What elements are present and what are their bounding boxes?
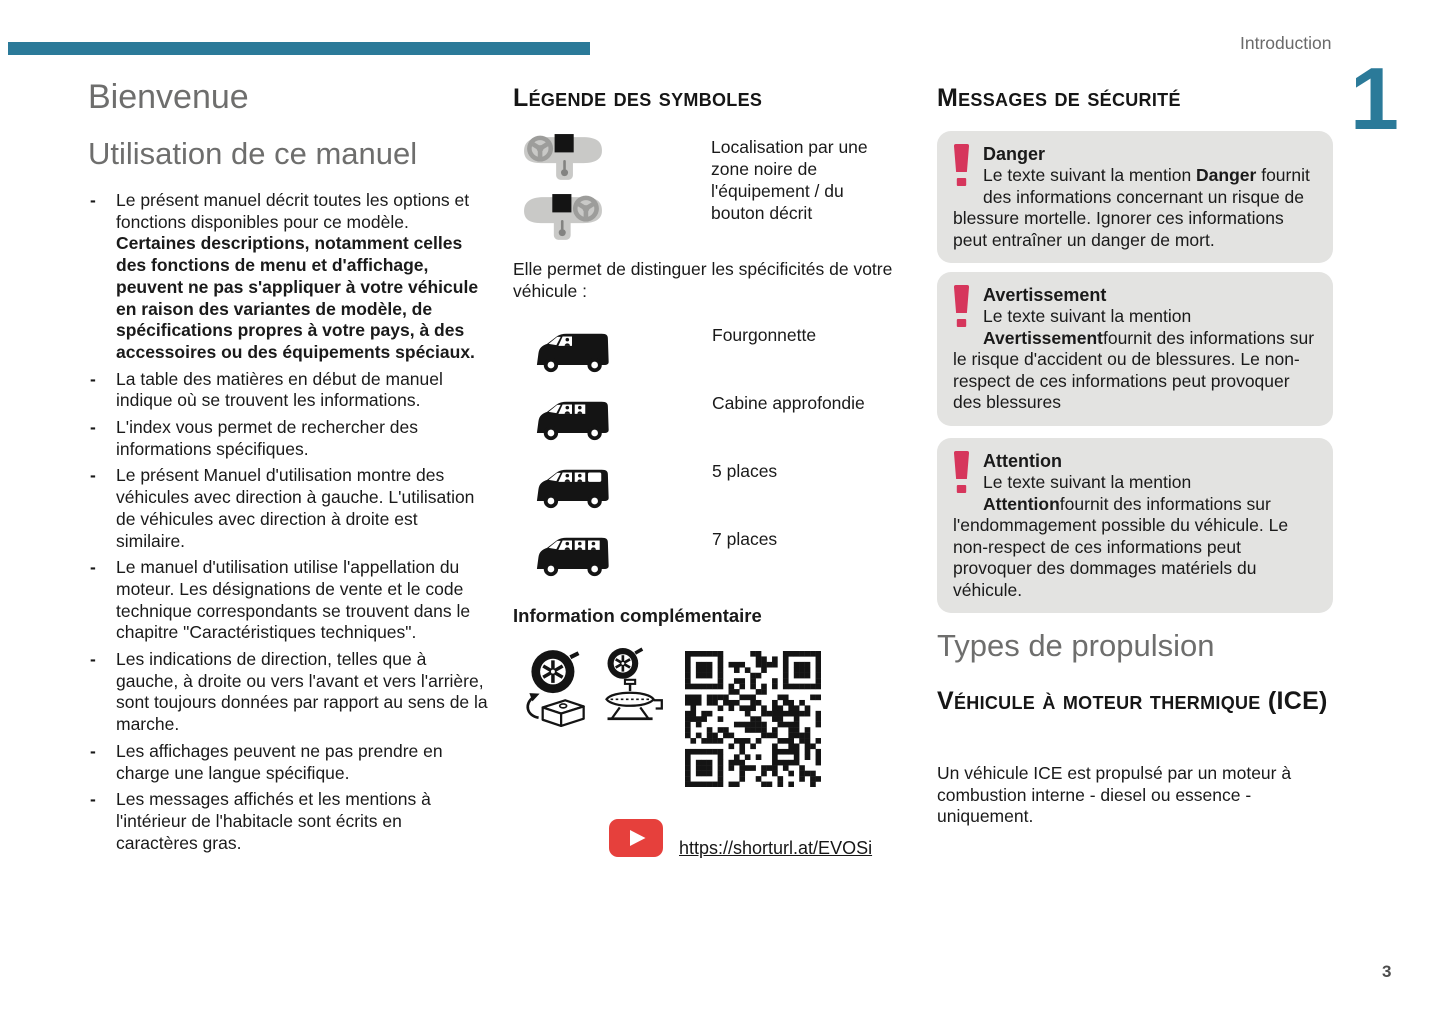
- alert-keyword: Danger: [1196, 165, 1257, 185]
- alert-text-suffix: fournit des informations sur le risque d'accident ou de blessures. Le non-respect de ces informations peut provoquer des blessures: [953, 327, 1315, 412]
- alert-keyword: Avertissement: [983, 327, 1103, 348]
- alert-text-suffix: fournit des informations sur l'endommagement possible du véhicule. Le non-respect de ces informations peut provoquer des dommages matériels du véhicule.: [953, 493, 1289, 600]
- list-item: [88, 190, 488, 364]
- alert-text-prefix: Le texte suivant la mention: [983, 306, 1192, 326]
- list-item-bold-text: Certaines descriptions, notamment celles des fonctions de menu et d'affichage, peuvent ne pas s'appliquer à votre véhicule en raison des variantes de modèle, de spécifications propres à votre pays, à des accessoires ou des équipements spéciaux.: [116, 233, 479, 362]
- alert-title: Danger: [983, 144, 1046, 164]
- list-item-text: Les affichages peuvent ne pas prendre en charge une langue spécifique.: [116, 740, 443, 783]
- vehicle-label: 7 places: [712, 529, 778, 549]
- list-item-text: La table des matières en début de manuel indique où se trouvent les informations.: [116, 368, 443, 411]
- list-item-text: L'index vous permet de rechercher des informations spécifiques.: [116, 417, 418, 459]
- vehicle-label: Cabine approfondie: [712, 393, 865, 413]
- list-item-text: Le présent Manuel d'utilisation montre des véhicules avec direction à gauche. L'utilisation de véhicules avec direction à droite est similaire.: [116, 465, 475, 551]
- vehicle-label: Fourgonnette: [712, 325, 817, 345]
- alert-text: [953, 306, 1317, 414]
- video-link[interactable]: https://shorturl.at/EVOSi: [679, 838, 873, 858]
- accent-bar: [8, 42, 590, 55]
- alert-text-prefix: Le texte suivant la mention: [983, 472, 1192, 492]
- list-item-text: Les messages affichés et les mentions à l'intérieur de l'habitacle sont écrits en caractères gras.: [116, 789, 431, 853]
- page-title: Bienvenue: [88, 78, 249, 116]
- page-subtitle: Utilisation de ce manuel: [88, 136, 418, 171]
- additional-info-heading: Information complémentaire: [513, 605, 762, 626]
- page-number: 3: [1382, 962, 1392, 981]
- alert-title: Avertissement: [983, 285, 1107, 305]
- qr-code: [685, 651, 821, 787]
- section-label: Introduction: [1240, 33, 1332, 53]
- list-item: [88, 465, 488, 552]
- van-cabine-approfondie-icon: [533, 396, 611, 445]
- ice-vehicle-heading: Véhicule à moteur thermique (ICE): [937, 687, 1328, 715]
- alert-keyword: Attention: [983, 493, 1060, 514]
- list-item-text: Les indications de direction, telles que à gauche, à droite ou vers l'avant et vers l'arrière, sont toujours données par rapport au sens de la marche.: [116, 649, 488, 735]
- list-item-text: Le manuel d'utilisation utilise l'appellation du moteur. Les désignations de vente et le code technique correspondants se trouvent dans le chapitre "Caractéristiques techniques".: [116, 557, 471, 643]
- alert-text-prefix: Le texte suivant la mention: [983, 165, 1197, 185]
- tire-repair-kit-icon: [520, 646, 592, 730]
- van-fourgonnette-icon: [533, 328, 611, 377]
- list-item: [88, 741, 488, 784]
- alert-title: Attention: [983, 451, 1062, 471]
- youtube-play-button[interactable]: [609, 819, 663, 857]
- ice-vehicle-text: Un véhicule ICE est propulsé par un moteur à combustion interne - diesel ou essence - uniquement.: [937, 763, 1292, 826]
- jack-icon: [592, 646, 664, 730]
- list-item: [88, 369, 488, 412]
- vehicle-label: 5 places: [712, 461, 778, 481]
- alert-text: [953, 165, 1317, 251]
- danger-alert-box: [937, 131, 1333, 263]
- list-item-text: Le présent manuel décrit toutes les options et fonctions disponibles pour ce modèle.: [116, 190, 470, 232]
- alert-text-suffix: fournit des informations concernant un risque de blessure mortelle. Ignorer ces informations peut entraîner un danger de mort.: [953, 165, 1310, 250]
- dashboard-right-drive-icon: [516, 191, 610, 246]
- list-item: [88, 649, 488, 736]
- dashboard-left-drive-icon: [516, 131, 610, 186]
- exclamation-icon: [953, 285, 970, 328]
- van-7-places-icon: [533, 532, 611, 581]
- van-5-places-icon: [533, 464, 611, 513]
- manual-usage-list: [88, 190, 488, 859]
- legend-heading: Légende des symboles: [513, 84, 763, 112]
- list-item: [88, 557, 488, 644]
- exclamation-icon: [953, 451, 970, 494]
- propulsion-heading: Types de propulsion: [937, 628, 1215, 663]
- caution-alert-box: [937, 438, 1333, 613]
- exclamation-icon: [953, 144, 970, 187]
- safety-heading: Messages de sécurité: [937, 84, 1181, 112]
- list-item: [88, 789, 488, 854]
- chapter-number: 1: [1350, 49, 1399, 148]
- list-item: [88, 417, 488, 460]
- alert-text: [953, 472, 1317, 601]
- warning-alert-box: [937, 272, 1333, 426]
- legend-intro-text: Elle permet de distinguer les spécificités de votre véhicule :: [513, 259, 893, 301]
- location-zone-label: Localisation par une zone noire de l'équipement / du bouton décrit: [711, 137, 868, 223]
